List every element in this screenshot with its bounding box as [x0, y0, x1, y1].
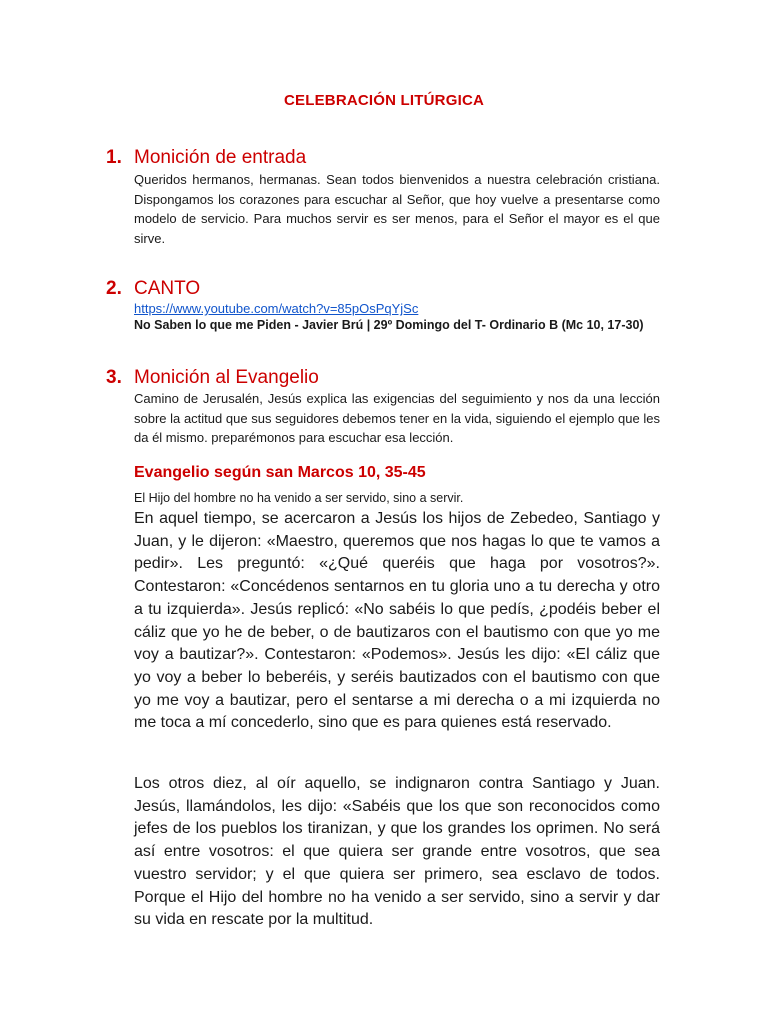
youtube-link[interactable]: https://www.youtube.com/watch?v=85pOsPqYjSc: [134, 301, 419, 316]
monicion-evangelio-text: Camino de Jerusalén, Jesús explica las exigencias del seguimiento y nos da una lección sobre la actitud que sus seguidores debemos tener en la vida, siguiendo el ejemplo que les da él mismo. preparémonos para escuchar esa lección.: [134, 391, 660, 445]
gospel-paragraph: En aquel tiempo, se acercaron a Jesús los hijos de Zebedeo, Santiago y Juan, y le dijeron: «Maestro, queremos que nos hagas lo que te vamos a pedir». Les preguntó: «¿Qué queréis que haga por vosotros?». Contestaron: «Concédenos sentarnos en tu gloria uno a tu derecha y otro a tu izquierda». Jesús replicó: «No sabéis lo que pedís, ¿podéis beber el cáliz que yo he de beber, o de bautizaros con el bautismo con que yo me voy a bautizar?». Contestaron: «Podemos». Jesús les dijo: «El cáliz que yo voy a beber lo beberéis, y seréis bautizados con el bautismo con que yo me voy a bautizar, pero el sentarse a mi derecha o a mi izquierda no me toca a mí concederlo, sino que es para quienes está reservado.: [134, 510, 660, 732]
section-number: 2.: [106, 278, 122, 299]
section-number: 1.: [106, 147, 122, 168]
gospel-title: Evangelio según san Marcos 10, 35-45: [134, 464, 426, 481]
section-heading-monicion-evangelio: [106, 366, 319, 390]
monicion-entrada-text: Queridos hermanos, hermanas. Sean todos bienvenidos a nuestra celebración cristiana. Dispongamos los corazones para escuchar al Señor, que hoy vuelve a presentarse como modelo de servicio. Para muchos servir es ser menos, para el Señor el mayor es el que sirve.: [134, 172, 660, 246]
section-title: CANTO: [134, 278, 201, 299]
canto-subtitle: No Saben lo que me Piden - Javier Brú | 29º Domingo del T- Ordinario B (Mc 10, 17-30): [134, 318, 644, 332]
section-heading-monicion-entrada: [106, 146, 306, 170]
gospel-paragraph: Los otros diez, al oír aquello, se indignaron contra Santiago y Juan. Jesús, llamándolos, les dijo: «Sabéis que los que son reconocidos como jefes de los pueblos los tiranizan, y que los grandes los oprimen. No será así entre vosotros: el que quiera ser grande entre vosotros, que sea vuestro servidor; y el que quiera ser primero, sea esclavo de todos. Porque el Hijo del hombre no ha venido a ser servido, sino a servir y dar su vida en rescate por la multitud.: [134, 775, 660, 929]
document-title: CELEBRACIÓN LITÚRGICA: [283, 92, 485, 109]
section-title: Monición de entrada: [134, 147, 307, 168]
gospel-summary: El Hijo del hombre no ha venido a ser servido, sino a servir.: [134, 491, 464, 505]
section-number: 3.: [106, 367, 122, 388]
section-heading-canto: [106, 277, 200, 301]
section-title: Monición al Evangelio: [134, 367, 319, 388]
